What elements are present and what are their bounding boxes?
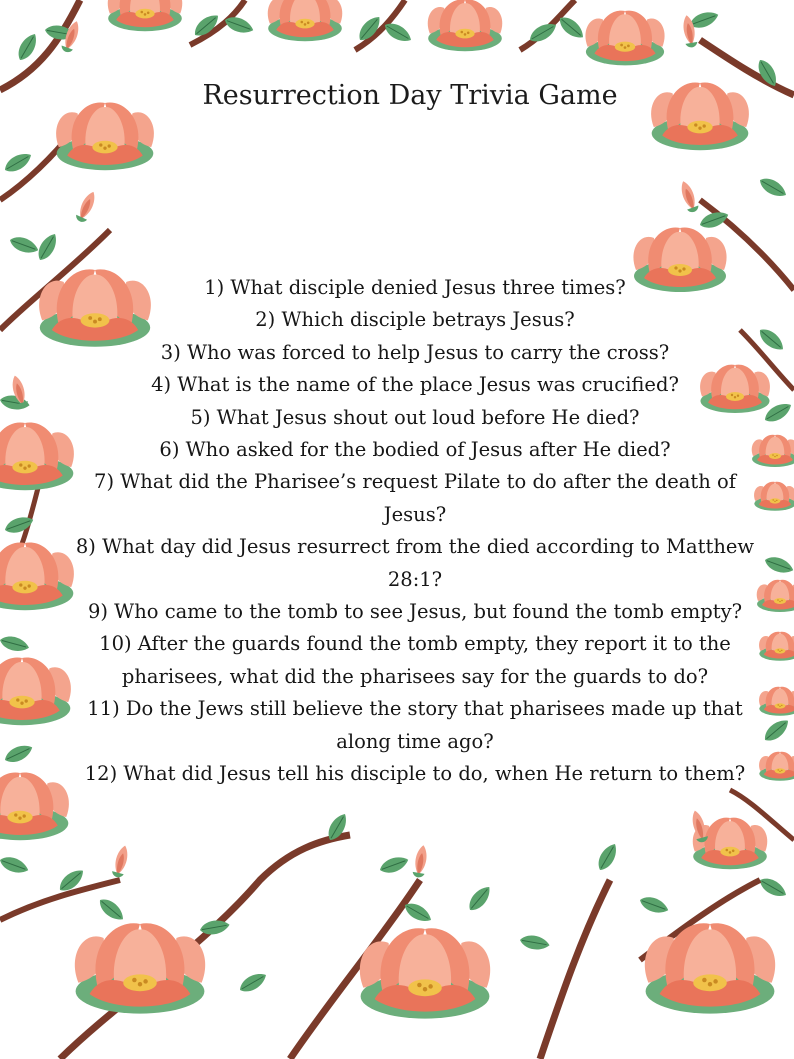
question-item: 10) After the guards found the tomb empty, they report it to the pharisees, what did the pharisees say for the guards to do? <box>99 632 731 688</box>
bottom-branch <box>0 809 775 1059</box>
question-item: 6) Who asked for the bodied of Jesus after He died? <box>159 438 671 462</box>
trivia-question-list <box>60 272 770 791</box>
question-item: 8) What day did Jesus resurrect from the died according to Matthew 28:1? <box>75 535 755 591</box>
question-item: 2) Which disciple betrays Jesus? <box>255 308 575 332</box>
question-item: 11) Do the Jews still believe the story that pharisees made up that along time ago? <box>87 697 743 753</box>
question-item: 9) Who came to the tomb to see Jesus, but found the tomb empty? <box>87 600 743 624</box>
page-title: Resurrection Day Trivia Game <box>202 80 618 111</box>
question-item: 5) What Jesus shout out loud before He died? <box>190 405 640 429</box>
question-item: 7) What did the Pharisee’s request Pilate to do after the death of Jesus? <box>94 470 736 526</box>
question-item: 12) What did Jesus tell his disciple to do, when He return to them? <box>84 762 746 786</box>
question-item: 3) Who was forced to help Jesus to carry the cross? <box>160 340 670 364</box>
question-item: 1) What disciple denied Jesus three times? <box>204 276 626 299</box>
question-item: 4) What is the name of the place Jesus was crucified? <box>151 373 679 397</box>
